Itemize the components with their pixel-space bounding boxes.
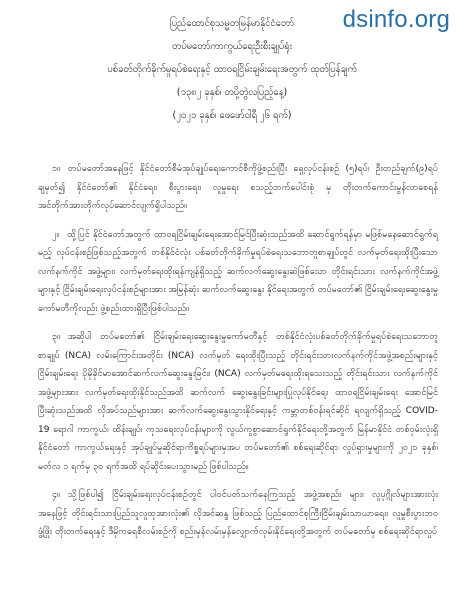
- paragraph-2: [38, 226, 438, 319]
- paragraph-number: ၂။: [52, 229, 60, 240]
- document-body: [38, 160, 438, 552]
- paragraph-number: ၁။: [52, 164, 60, 174]
- header-title: ပစ်ခတ်တိုက်ခိုက်မှုရပ်စဲရေးနှင့် ထာဝရငြိမ်းချမ်းရေးအတွက် ထုတ်ပြန်ချက်: [107, 64, 357, 75]
- header-date-myanmar: (၁၃၈၂ ခုနှစ်၊ တပို့တွဲလပြည့်နေ့): [176, 87, 288, 98]
- header-office: တပ်မတော်ကာကွယ်ရေးဦးစီးချုပ်ရုံး: [171, 41, 293, 52]
- header-country: ပြည်ထောင်စုသမ္မတမြန်မာနိုင်ငံတော်: [170, 18, 294, 29]
- paragraph-1: [38, 160, 438, 216]
- paragraph-text: ထို့ပြင် နိုင်ငံတော်အတွက် ထာဝရငြိမ်းချမ်းရေးအောင်မြင်ပြီးဆုံးသည်အထိ ဆောင်ရွက်ရန်မှာ မဖြစ်မနေဆောင်ရွက်ရမည့် လုပ်ငန်းစဉ်ဖြစ်သည့်အတွက် တစ်နိုင်ငံလုံး ပစ်ခတ်တိုက်ခိုက်မှုရပ်စဲရေးသဘောတူစာချုပ်တွင် လက်မှတ်ရေးထိုးပြီးသော လက်နက်ကိုင် အဖွဲ့များ၊ လက်မှတ်ရေးထိုးရန်ကျန်ရှိသည့် ဆက်လက်ဆွေးနွေးဆဲဖြစ်သော တိုင်းရင်းသား လက်နက်ကိုင်အဖွဲ့များနှင့် ငြိမ်းချမ်းရေးလုပ်ငန်းစဉ်များအား အမြန်ဆုံး ဆက်လက်ဆွေးနွေး နိုင်ရေးအတွက် တပ်မတော်၏ ငြိမ်းချမ်းရေးဆွေးနွေးမှုကော်မတီကိုလည်း ဖွဲ့စည်းထားရှိပြီးဖြစ်ပါသည်။: [38, 229, 438, 314]
- header-date-gregorian: (၂၀၂၁ ခုနှစ်၊ ဖေဖော်ဝါရီ ၂၆ ရက်): [172, 110, 292, 121]
- paragraph-text: သို့ဖြစ်ပါ၍ ငြိမ်းချမ်းရေးလုပ်ငန်းစဉ်တွင် ပါဝင်ပတ်သက်နေကြသည့် အဖွဲ့အစည်း များ၊ လူပုဂ္ဂိုလ်များအားလုံးအနေဖြင့် တိုင်းရင်းသားပြည်သူလူထုအားလုံး၏ လိုအင်ဆန္ဒ ဖြစ်သည့် ပြည်ထောင်စုကြီးငြိမ်းချမ်းသာယာရေး၊ လူမှုစီးပွားဘဝဖွံ့ဖြိုး တိုးတက်ရေးနှင့် ဒီမိုကရေစီလမ်းစဉ်ကို စည်းမှန်လမ်းမှန်လျှောက်လှမ်းနိုင်ရေးတို့အတွက် တပ်မတော်မှ စစ်ရေးဆိုင်ရာလှုပ်: [38, 490, 438, 537]
- paragraph-3: [38, 328, 438, 476]
- paragraph-4: [38, 486, 438, 542]
- paragraph-number: ၃။: [52, 332, 60, 342]
- paragraph-number: ၄။: [52, 490, 60, 500]
- watermark-logo: dsinfo.org: [342, 6, 450, 33]
- document-header: [0, 12, 464, 127]
- paragraph-text: တပ်မတော်အနေဖြင့် နိုင်ငံတော်စီမံအုပ်ချုပ်ရေးကောင်စီကိုဖွဲ့စည်းပြီး ရှေ့လုပ်ငန်းစဉ် (၅)ရပ်၊ ဦးတည်ချက်(၉)ရပ်ချမှတ်၍ နိုင်ငံတော်၏ နိုင်ငံရေး၊ စီးပွားရေး၊ လူမှုရေး စသည့်ဘက်ပေါင်းစုံ မှ တိုးတက်ကောင်းမွန်လာစေရန် အင်တိုက်အားတိုက်လုပ်ဆောင်လျက်ရှိပါသည်။: [38, 164, 438, 211]
- paragraph-text: အဆိုပါ တပ်မတော်၏ ငြိမ်းချမ်းရေးဆွေးနွေးမှုကော်မတီနှင့် တစ်နိုင်ငံလုံးပစ်ခတ်တိုက်ခိုက်မှုရပ်စဲရေးသဘောတူစာချုပ် (NCA) လမ်းကြောင်းအတိုင်း (NCA) လက်မှတ် ရေးထိုးပြီးသည့် တိုင်းရင်းသားလက်နက်ကိုင်အဖွဲ့အစည်းများနှင့် ငြိမ်းချမ်းရေး ပိုမိုခိုင်မာအောင်ဆက်လက်ဆွေးနွေးခြင်း၊ (NCA) လက်မှတ်မရေးထိုးရသေးသည့် တိုင်းရင်းသား လက်နက်ကိုင်အဖွဲ့များအား လက်မှတ်ရေးထိုးနိုင်သည်အထိ ဆက်လက် ဆွေးနွေးခြင်းများပြုလုပ်နိုင်ရေး ထာဝရငြိမ်းချမ်းရေး အောင်မြင်ပြီးဆုံးသည်အထိ လိုအပ်သည်များအား ဆက်လက်ဆွေးနွေးသွားနိုင်ရေးနှင့် ကမ္ဘာတစ်ဝန်းရင်ဆိုင် ရလျက်ရှိသည့် COVID- 19 ရောဂါ ကာကွယ်၊ ထိန်းချုပ်၊ ကုသရေးလုပ်ငန်းများကို လွယ်ကူစွာဆောင်ရွက်နိုင်ရေးတို့အတွက် မြန်မာနိုင်ငံ တစ်ဝှမ်းလုံးရှိ နိုင်ငံတော် ကာကွယ်ရေးနှင့် အုပ်ချုပ်မှုဆိုင်ရာကိစ္စရပ်များမှအပ တပ်မတော်၏ စစ်ရေးဆိုင်ရာ လှုပ်ရှားမှုများကို ၂၀၂၁ ခုနှစ်၊ မတ်လ ၁ ရက်မှ ၃၀ ရက်အထိ ရပ်ဆိုင်းပေးသွားမည် ဖြစ်ပါသည်။: [38, 332, 438, 472]
